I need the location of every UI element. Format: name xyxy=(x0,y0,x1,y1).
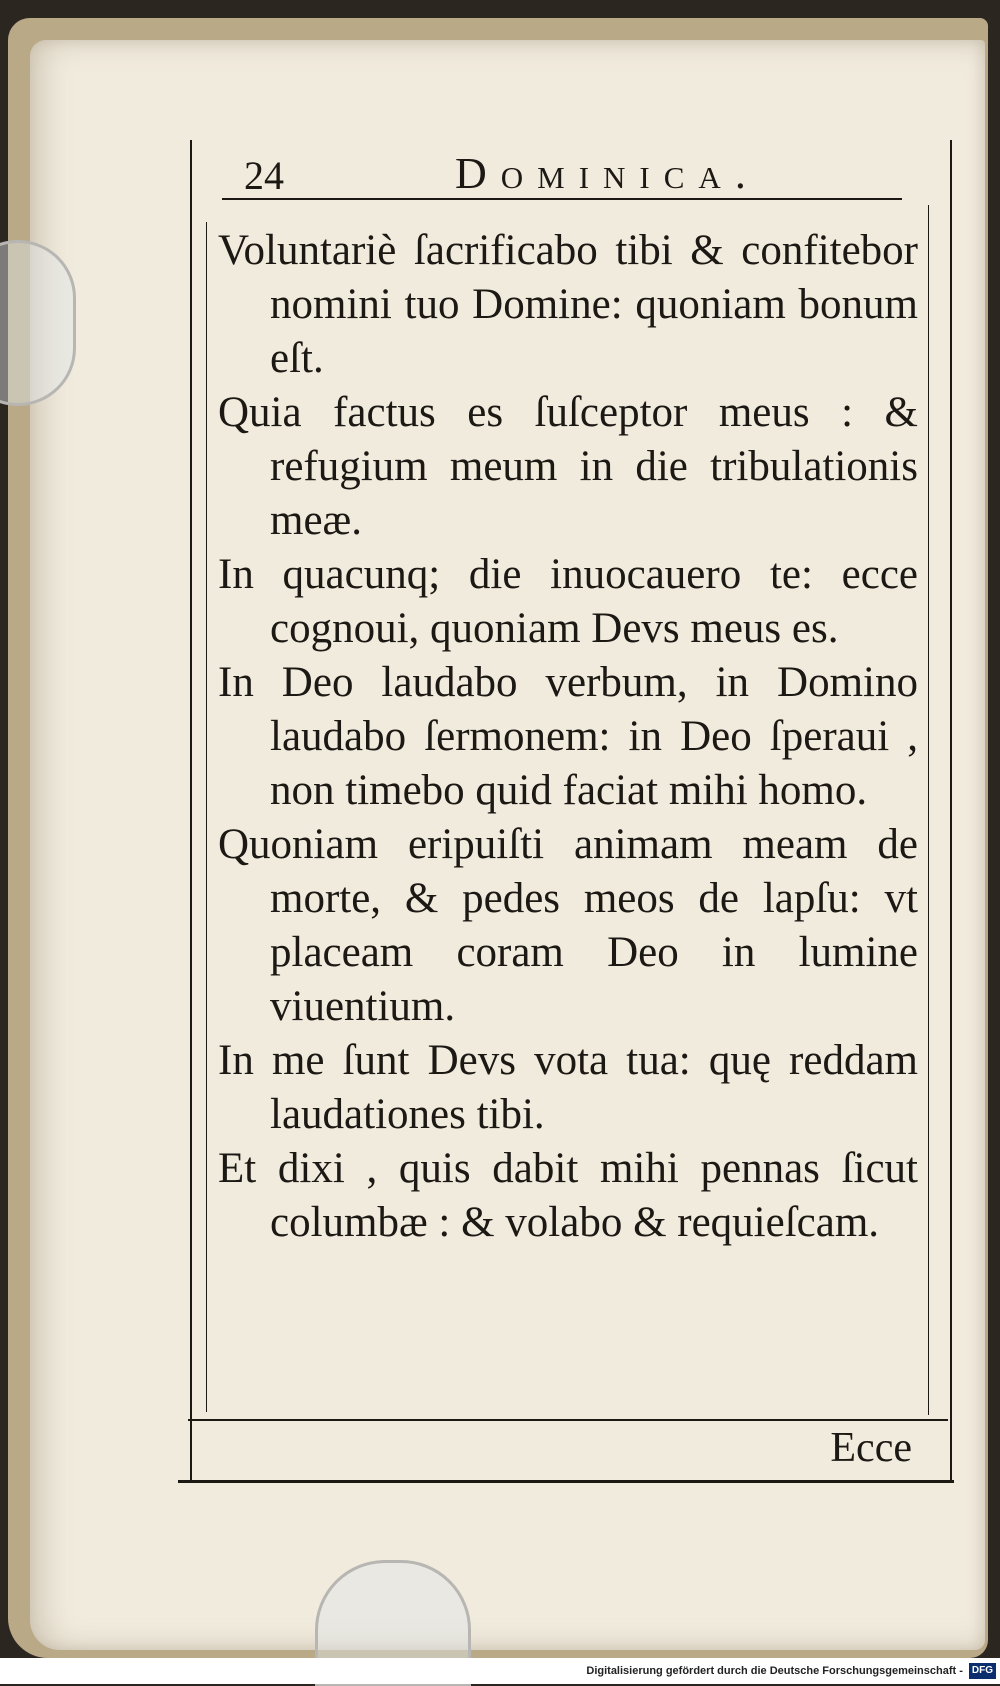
verse: Voluntariè ſacrificabo tibi & confitebor nomini tuo Domine: quoniam bonum eſt. xyxy=(218,227,918,382)
credit-text: Digitalisierung gefördert durch die Deutsche Forschungsgemeinschaft - xyxy=(586,1665,963,1677)
verse: Quia factus es ſuſceptor meus : & refugium meum in die tribulationis meæ. xyxy=(218,389,918,544)
running-head: Dominica. xyxy=(455,149,760,198)
frame-inner-left-rule xyxy=(206,222,207,1412)
dfg-logo-icon: DFG xyxy=(969,1663,996,1679)
verse: In me ſunt Devs vota tua: quę reddam laudationes tibi. xyxy=(218,1037,918,1138)
catchword: Ecce xyxy=(830,1425,912,1471)
verse: Et dixi , quis dabit mihi pennas ſicut columbæ : & volabo & requieſcam. xyxy=(218,1145,918,1246)
page-clip-left xyxy=(0,240,76,406)
footer-rule xyxy=(188,1419,948,1421)
digitization-credit-bar xyxy=(0,1658,1000,1684)
verse: In quacunq; die inuocauero te: ecce cognoui, quoniam Devs meus es. xyxy=(218,551,918,652)
verse: Quoniam eripuiſti animam meam de morte, & pedes meos de lapſu: vt placeam coram Deo in lumine viuentium. xyxy=(218,821,918,1030)
psalm-text xyxy=(218,224,918,1250)
frame-inner-right-rule xyxy=(928,205,929,1415)
verse: In Deo laudabo verbum, in Domino laudabo ſermonem: in Deo ſperaui , non timebo quid faciat mihi homo. xyxy=(218,659,918,814)
page-number: 24 xyxy=(244,153,284,198)
bottom-rule xyxy=(178,1480,954,1483)
